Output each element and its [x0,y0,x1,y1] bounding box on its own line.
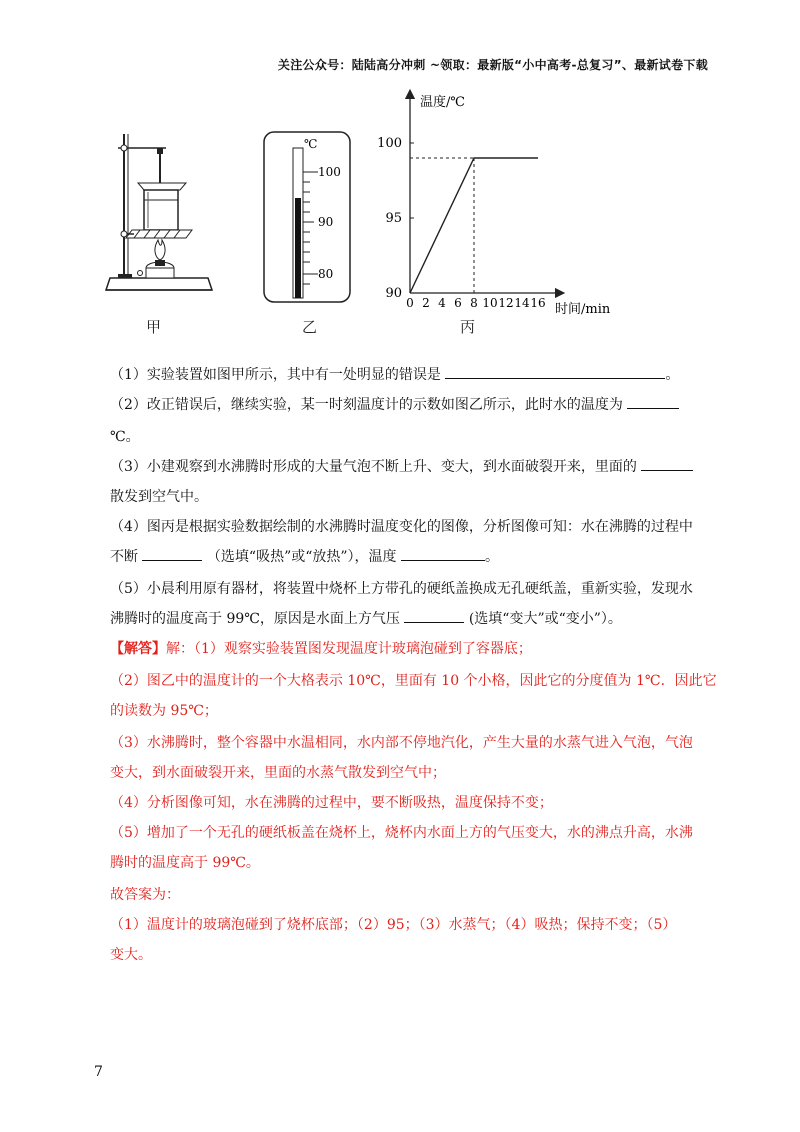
x-tick-label: 10 [482,296,498,310]
blank-3[interactable] [641,456,693,471]
apparatus-figure [100,128,220,328]
chart-ylabel: 温度/℃ [420,95,465,110]
thermometer-tick-80: 80 [318,267,334,281]
answer-line-1: 【解答】解：（1）观察实验装置图发现温度计玻璃泡碰到了容器底； [110,641,532,657]
blank-2[interactable] [627,394,679,409]
answer-line-11: 变大。 [110,947,152,963]
thermometer-unit: ℃ [304,137,318,151]
question-4-cont: 不断 （选填“吸热”或“放热”），温度 。 [110,546,499,566]
label-bing: 丙 [460,318,476,336]
answer-tag: 【解答】 [110,641,166,657]
x-tick-label: 16 [530,296,546,310]
x-tick-label: 4 [438,296,446,310]
blank-4a[interactable] [142,546,202,561]
chart-xlabel: 时间/min [555,302,611,317]
x-tick-label: 6 [454,296,462,310]
question-5: （5）小晨利用原有器材，将装置中烧杯上方带孔的硬纸盖换成无孔硬纸盖，重新实验，发现水 [110,581,693,597]
answer-line-10: （1）温度计的玻璃泡碰到了烧杯底部；（2）95；（3）水蒸气；（4）吸热；保持不变；（5） [110,917,677,933]
question-3: （3）小建观察到水沸腾时形成的大量气泡不断上升、变大，到水面破裂开来，里面的 [110,456,693,476]
blank-4b[interactable] [401,546,485,561]
x-tick-label: 14 [514,296,530,310]
thermometer-figure [260,128,360,308]
question-1: （1）实验装置如图甲所示，其中有一处明显的错误是 。 [110,364,679,384]
question-3-cont: 散发到空气中。 [110,489,208,505]
page-number: 7 [94,1064,103,1080]
thermometer-tick-100: 100 [318,165,341,179]
answer-line-3: 的读数为 95℃； [110,703,218,719]
answer-line-9: 故答案为： [110,887,180,903]
label-jia: 甲 [146,318,162,336]
x-tick-label: 0 [406,296,414,310]
question-2-cont: ℃。 [110,429,140,445]
figures-row [100,88,720,348]
temperature-chart [370,88,630,318]
answer-line-5: 变大，到水面破裂开来，里面的水蒸气散发到空气中； [110,765,446,781]
label-yi: 乙 [302,318,318,336]
question-2: （2）改正错误后，继续实验，某一时刻温度计的示数如图乙所示，此时水的温度为 [110,394,679,414]
answer-line-8: 腾时的温度高于 99℃。 [110,855,260,871]
answer-line-7: （5）增加了一个无孔的硬纸板盖在烧杯上，烧杯内水面上方的气压变大，水的沸点升高，水沸 [110,825,693,841]
y-tick-label: 100 [377,136,402,151]
answer-line-2: （2）图乙中的温度计的一个大格表示 10℃，里面有 10 个小格，因此它的分度值为 1℃．因此它 [110,673,717,689]
page-header: 关注公众号：陆陆高分冲刺 ~领取：最新版“小中高考-总复习”、最新试卷下载 [277,58,708,72]
question-5-cont: 沸腾时的温度高于 99℃，原因是水面上方气压 (选填“变大”或“变小”）。 [110,608,622,628]
x-tick-label: 8 [470,296,478,310]
x-tick-label: 12 [498,296,514,310]
thermometer-tick-90: 90 [318,215,334,229]
answer-line-4: （3）水沸腾时，整个容器中水温相同，水内部不停地汽化，产生大量的水蒸气进入气泡，气泡 [110,735,693,751]
x-tick-label: 2 [422,296,430,310]
blank-1[interactable] [445,364,665,379]
question-4: （4）图丙是根据实验数据绘制的水沸腾时温度变化的图像，分析图像可知：水在沸腾的过程中 [110,519,693,535]
y-tick-label: 90 [385,286,402,301]
y-tick-label: 95 [385,211,402,226]
answer-line-6: （4）分析图像可知，水在沸腾的过程中，要不断吸热，温度保持不变； [110,795,553,811]
blank-5[interactable] [404,608,464,623]
